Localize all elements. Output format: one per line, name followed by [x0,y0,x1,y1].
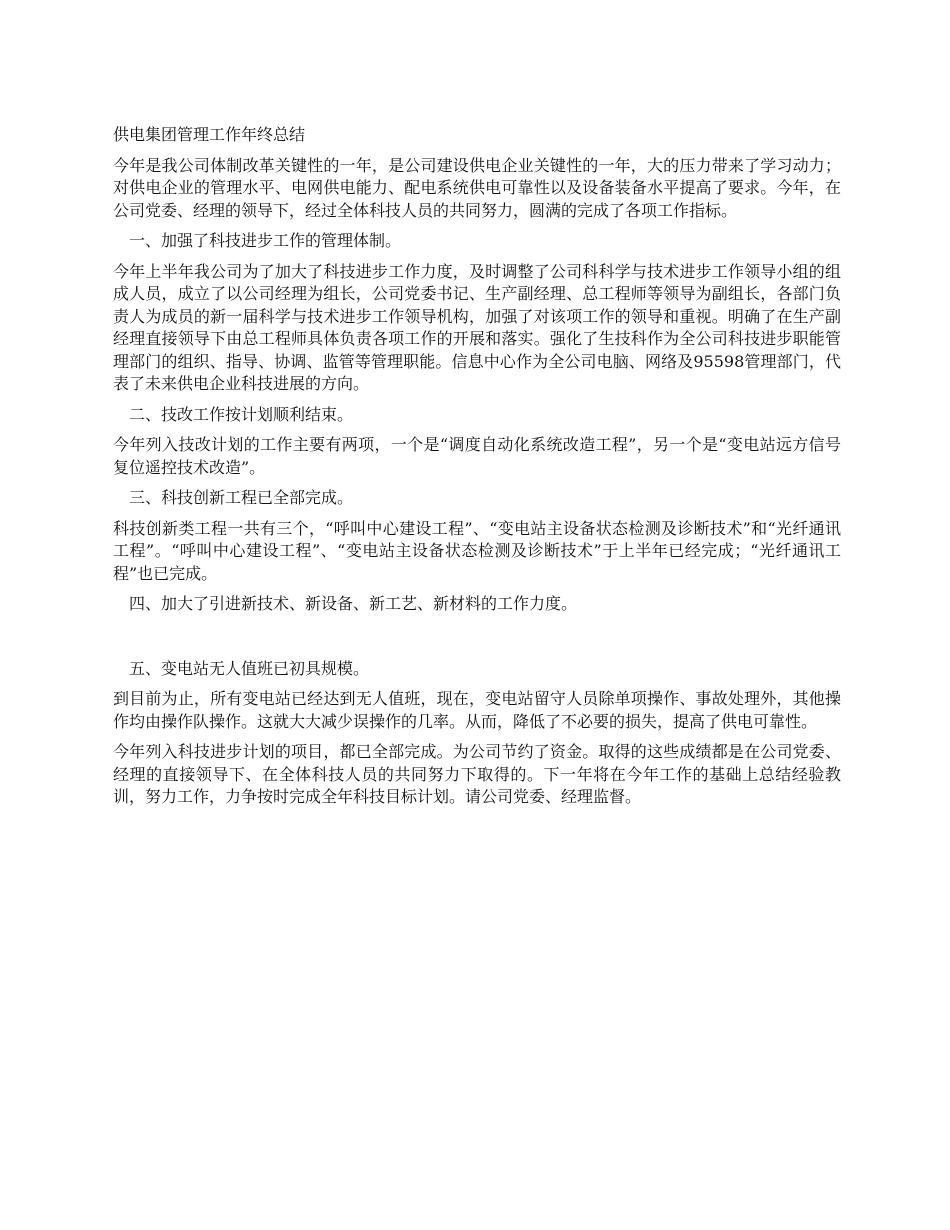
section-1-heading: 一、加强了科技进步工作的管理体制。 [129,231,402,250]
section-2-heading: 二、技改工作按计划顺利结束。 [129,404,354,424]
conclusion-paragraph: 今年列入科技进步计划的项目，都已全部完成。为公司节约了资金。取得的这些成绩都是在公司党委、经理的直接领导下、在全体科技人员的共同努力下取得的。下一年将在今年工作的基础上总结经验教训，努力工作，力争按时完成全年科技目标计划。请公司党委、经理监督。 [113,742,841,806]
section-3-heading: 三、科技创新工程已全部完成。 [129,488,354,507]
section-5-paragraph: 到目前为止，所有变电站已经达到无人值班，现在，变电站留守人员除单项操作、事故处理外，其他操作均由操作队操作。这就大大减少误操作的几率。从而，降低了不必要的损失，提高了供电可靠性。 [113,689,841,731]
intro-paragraph: 今年是我公司体制改革关键性的一年，是公司建设供电企业关键性的一年，大的压力带来了学习动力；对供电企业的管理水平、电网供电能力、配电系统供电可靠性以及设备装备水平提高了要求。今年，在公司党委、经理的领导下，经过全体科技人员的共同努力，圆满的完成了各项工作指标。 [113,155,841,220]
section-3-paragraph: 科技创新类工程一共有三个，“呼叫中心建设工程”、“变电站主设备状态检测及诊断技术”和“光纤通讯工程”。“呼叫中心建设工程”、“变电站主设备状态检测及诊断技术”于上半年已经完成；“光纤通讯工程”也已完成。 [113,518,841,583]
section-1-paragraph: 今年上半年我公司为了加大了科技进步工作力度，及时调整了公司科科学与技术进步工作领导小组的组成人员，成立了以公司经理为组长，公司党委书记、生产副经理、总工程师等领导为副组长，各部门负责人为成员的新一届科学与技术进步工作领导机构，加强了对该项工作的领导和重视。明确了在生产副经理直接领导下由总工程师具体负责各项工作的开展和落实。强化了生技科作为全公司科技进步职能管理部门的组织、指导、协调、监管等管理职能。信息中心作为全公司电脑、网络及95598管理部门，代表了未来供电企业科技进展的方向。 [113,261,841,393]
document-page [113,124,841,817]
section-2-paragraph: 今年列入技改计划的工作主要有两项，一个是“调度自动化系统改造工程”，另一个是“变电站远方信号复位遥控技术改造”。 [113,435,841,477]
section-5-heading: 五、变电站无人值班已初具规模。 [129,658,370,678]
section-4-heading: 四、加大了引进新技术、新设备、新工艺、新材料的工作力度。 [129,594,578,613]
document-title: 供电集团管理工作年终总结 [113,125,306,144]
